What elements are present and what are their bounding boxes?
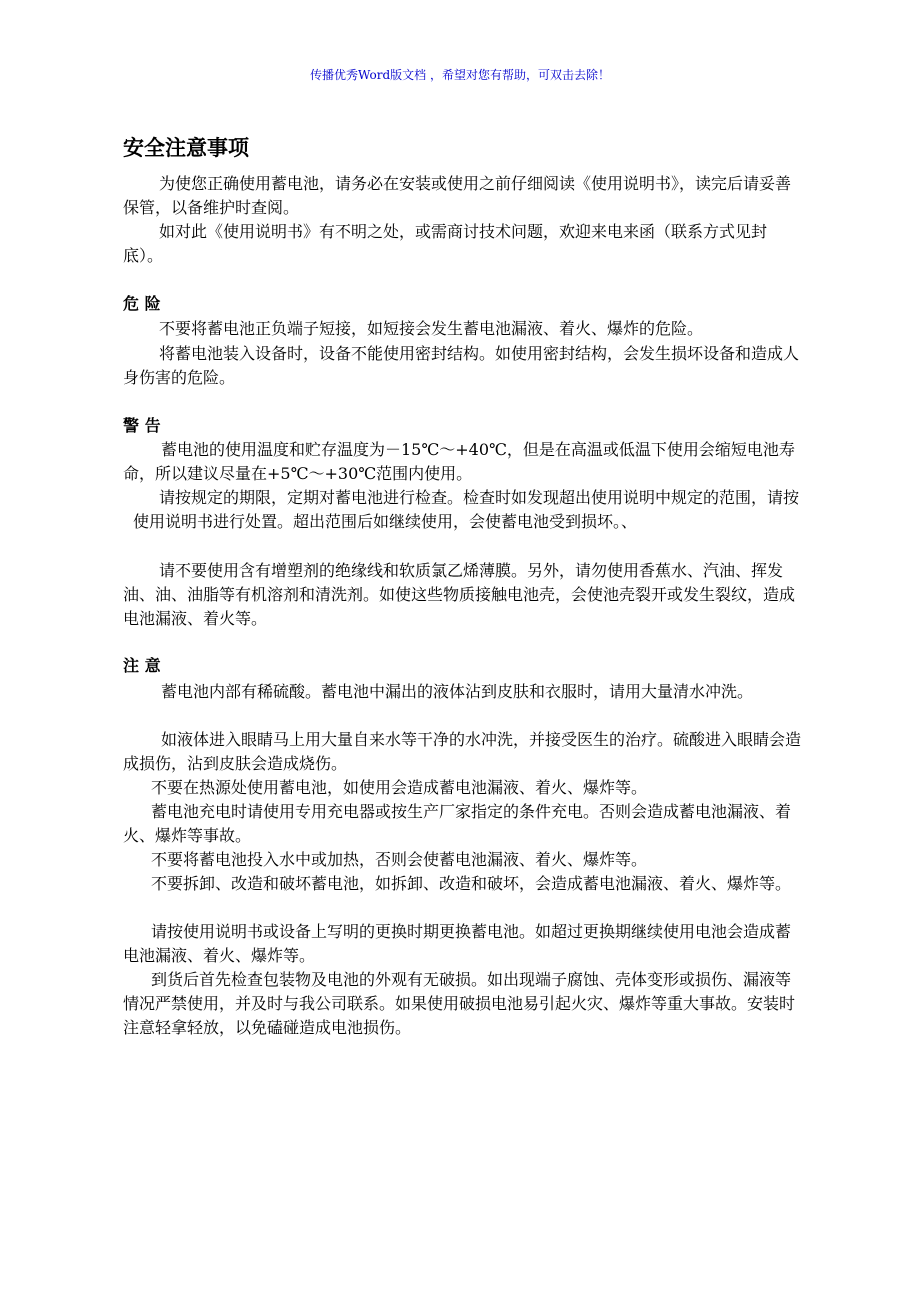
intro-paragraph-1: 为使您正确使用蓄电池，请务必在安装或使用之前仔细阅读《使用说明书》，读完后请妥善保管，以备维护时查阅。 bbox=[123, 174, 792, 217]
caution-paragraph-8: 到货后首先检查包装物及电池的外观有无破损。如出现端子腐蚀、壳体变形或损伤、漏液等情况严禁使用，并及时与我公司联系。如果使用破损电池易引起火灾、爆炸等重大事故。安装时注意轻拿轻放，以免磕碰造成电池损伤。 bbox=[123, 970, 796, 1037]
caution-paragraph-6: 不要拆卸、改造和破坏蓄电池，如拆卸、改造和破坏，会造成蓄电池漏液、着火、爆炸等。 bbox=[151, 874, 792, 893]
danger-heading: 危 险 bbox=[123, 294, 161, 313]
caution-paragraph-1: 蓄电池内部有稀硫酸。蓄电池中漏出的液体沾到皮肤和衣服时，请用大量清水冲洗。 bbox=[161, 682, 754, 701]
danger-paragraph-1: 不要将蓄电池正负端子短接，如短接会发生蓄电池漏液、着火、爆炸的危险。 bbox=[159, 319, 704, 338]
page-title: 安全注意事项 bbox=[123, 136, 249, 160]
caution-paragraph-2: 如液体进入眼睛马上用大量自来水等干净的水冲洗，并接受医生的治疗。硫酸进入眼睛会造成损伤，沾到皮肤会造成烧伤。 bbox=[123, 730, 802, 773]
warning-paragraph-3: 请不要使用含有增塑剂的绝缘线和软质氯乙烯薄膜。另外，请勿使用香蕉水、汽油、挥发油、油、油脂等有机溶剂和清洗剂。如使这些物质接触电池壳，会使池壳裂开或发生裂纹，造成电池漏液、着火等。 bbox=[123, 561, 796, 628]
warning-paragraph-2: 请按规定的期限，定期对蓄电池进行检查。检查时如发现超出使用说明中规定的范围，请按使用说明书进行处置。超出范围后如继续使用，会使蓄电池受到损坏。、 bbox=[133, 488, 800, 531]
caution-paragraph-5: 不要将蓄电池投入水中或加热，否则会使蓄电池漏液、着火、爆炸等。 bbox=[151, 850, 648, 869]
caution-paragraph-7: 请按使用说明书或设备上写明的更换时期更换蓄电池。如超过更换期继续使用电池会造成蓄电池漏液、着火、爆炸等。 bbox=[123, 922, 792, 965]
danger-paragraph-2: 将蓄电池装入设备时，设备不能使用密封结构。如使用密封结构，会发生损坏设备和造成人身伤害的危险。 bbox=[123, 344, 800, 387]
caution-paragraph-3: 不要在热源处使用蓄电池，如使用会造成蓄电池漏液、着火、爆炸等。 bbox=[151, 778, 648, 797]
caution-paragraph-4: 蓄电池充电时请使用专用充电器或按生产厂家指定的条件充电。否则会造成蓄电池漏液、着火、爆炸等事故。 bbox=[123, 802, 792, 845]
header-note: 传播优秀Word版文档 ，希望对您有帮助，可双击去除！ bbox=[310, 68, 610, 82]
warning-heading: 警 告 bbox=[123, 416, 161, 435]
caution-heading: 注 意 bbox=[123, 656, 161, 675]
warning-paragraph-1: 蓄电池的使用温度和贮存温度为－15℃～+40℃，但是在高温或低温下使用会缩短电池寿命，所以建议尽量在+5℃～+30℃范围内使用。 bbox=[123, 440, 795, 483]
intro-paragraph-2: 如对此《使用说明书》有不明之处，或需商讨技术问题，欢迎来电来函（联系方式见封底）。 bbox=[123, 222, 768, 265]
